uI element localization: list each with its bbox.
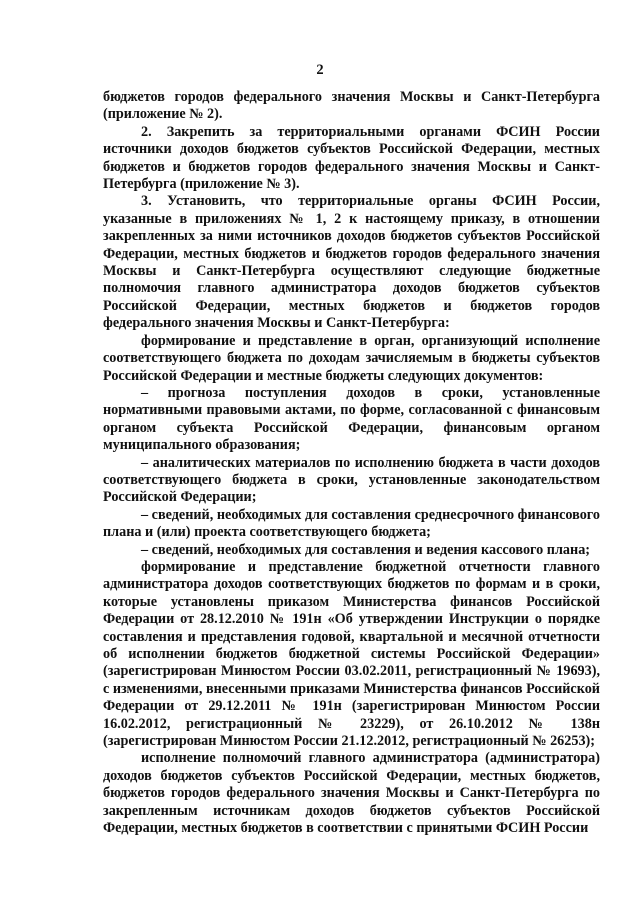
- page-number: 2: [316, 62, 324, 78]
- paragraph-item-3: 3. Установить, что территориальные органы ФСИН России, указанные в приложениях № 1, 2 к настоящему приказу, в отношении закрепленных за ними источников доходов бюджетов субъектов Российской Федерации, местных бюджетов и бюджетов городов федерального значения Москвы и Санкт-Петербурга осуществляют следующие бюджетные полномочия главного администратора доходов бюджетов субъектов Российской Федерации, местных бюджетов и бюджетов городов федерального значения Москвы и Санкт-Петербурга:: [103, 193, 600, 332]
- list-item-analytics: – аналитических материалов по исполнению бюджета в части доходов соответствующего бюджета в сроки, установленные законодательством Российской Федерации;: [103, 454, 600, 506]
- paragraph-powers: исполнение полномочий главного администратора (администратора) доходов бюджетов субъектов Российской Федерации, местных бюджетов, бюджетов городов федерального значения Москвы и Санкт-Петербурга по закрепленным источникам доходов бюджетов субъектов Российской Федерации, местных бюджетов в соответствии с принятыми ФСИН России: [103, 750, 600, 837]
- paragraph-continuation: бюджетов городов федерального значения Москвы и Санкт-Петербурга (приложение № 2).: [103, 89, 600, 123]
- list-item-midterm-plan: – сведений, необходимых для составления среднесрочного финансового плана и (или) проекта соответствующего бюджета;: [103, 506, 600, 541]
- paragraph-item-2: 2. Закрепить за территориальными органами ФСИН России источники доходов бюджетов субъектов Российской Федерации, местных бюджетов и бюджетов городов федерального значения Москвы и Санкт-Петербурга (приложение № 3).: [103, 123, 600, 193]
- paragraph-forming-documents: формирование и представление в орган, организующий исполнение соответствующего бюджета по доходам зачисляемым в бюджеты субъектов Российской Федерации и местные бюджеты следующих документов:: [103, 332, 600, 384]
- paragraph-reporting: формирование и представление бюджетной отчетности главного администратора доходов соответствующих бюджетов по формам и в сроки, которые установлены приказом Министерства финансов Российской Федерации от 28.12.2010 № 191н «Об утверждении Инструкции о порядке составления и представления годовой, квартальной и месячной отчетности об исполнении бюджетов бюджетной системы Российской Федерации» (зарегистрирован Минюстом России 03.02.2011, регистрационный № 19693), с изменениями, внесенными приказами Министерства финансов Российской Федерации от 29.12.2011 № 191н (зарегистрирован Минюстом России 16.02.2012, регистрационный № 23229), от 26.10.2012 № 138н (зарегистрирован Минюстом России 21.12.2012, регистрационный № 26253);: [103, 558, 600, 750]
- document-body: [103, 89, 600, 837]
- list-item-forecast: – прогноза поступления доходов в сроки, установленные нормативными правовыми актами, по форме, согласованной с финансовым органом субъекта Российской Федерации, финансовым органом муниципального образования;: [103, 384, 600, 454]
- list-item-cash-plan: – сведений, необходимых для составления и ведения кассового плана;: [141, 541, 591, 558]
